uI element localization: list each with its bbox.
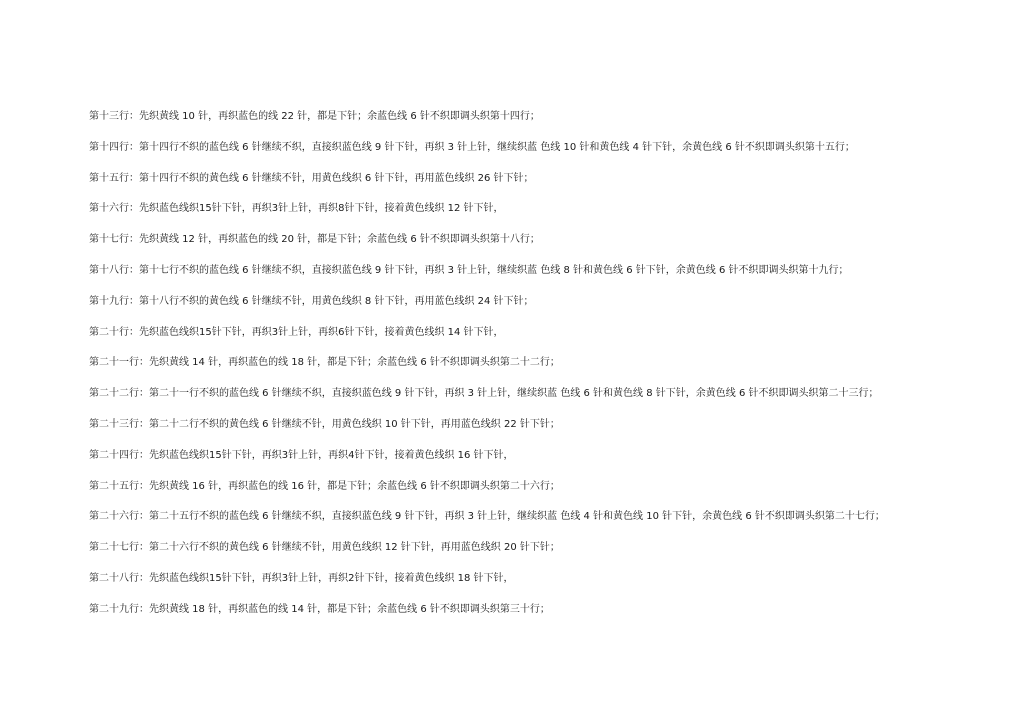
instruction-line: 第二十八行：先织蓝色线织15针下针，再织3针上针，再织2针下针，接着黄色线织 18 针下针， bbox=[89, 572, 514, 584]
instruction-line: 第十七行：先织黄线 12 针，再织蓝色的线 20 针，都是下针；余蓝色线 6 针不织即调头织第十八行； bbox=[89, 234, 540, 246]
instruction-line: 第二十四行：先织蓝色线织15针下针，再织3针上针，再织4针下针，接着黄色线织 16 针下针， bbox=[89, 449, 514, 461]
instruction-line: 第二十一行：先织黄线 14 针，再织蓝色的线 18 针，都是下针；余蓝色线 6 针不织即调头织第二十二行； bbox=[89, 357, 560, 369]
instruction-line: 第十五行：第十四行不织的黄色线 6 针继续不针，用黄色线织 6 针下针，再用蓝色线织 26 针下针； bbox=[89, 172, 534, 184]
instruction-line: 第十四行：第十四行不织的蓝色线 6 针继续不织，直接织蓝色线 9 针下针，再织 3 针上针，继续织蓝 色线 10 针和黄色线 4 针下针，余黄色线 6 针不织即调头织第十五行； bbox=[89, 141, 855, 153]
instruction-line: 第十三行：先织黄线 10 针，再织蓝色的线 22 针，都是下针；余蓝色线 6 针不织即调头织第十四行； bbox=[89, 111, 540, 122]
instruction-line: 第二十九行：先织黄线 18 针，再织蓝色的线 14 针，都是下针；余蓝色线 6 针不织即调头织第三十行； bbox=[89, 603, 550, 615]
instruction-line: 第二十三行：第二十二行不织的黄色线 6 针继续不针，用黄色线织 10 针下针，再用蓝色线织 22 针下针； bbox=[89, 418, 560, 430]
instruction-list bbox=[89, 110, 989, 634]
instruction-line: 第二十行：先织蓝色线织15针下针，再织3针上针，再织6针下针，接着黄色线织 14 针下针， bbox=[89, 326, 504, 338]
instruction-line: 第十六行：先织蓝色线织15针下针，再织3针上针，再织8针下针，接着黄色线织 12 针下针， bbox=[89, 203, 504, 215]
instruction-line: 第二十二行：第二十一行不织的蓝色线 6 针继续不织，直接织蓝色线 9 针下针，再织 3 针上针，继续织蓝 色线 6 针和黄色线 8 针下针，余黄色线 6 针不织即调头织第二十三行； bbox=[89, 388, 879, 400]
instruction-line: 第十九行：第十八行不织的黄色线 6 针继续不针，用黄色线织 8 针下针，再用蓝色线织 24 针下针； bbox=[89, 295, 534, 307]
instruction-line: 第二十七行：第二十六行不织的黄色线 6 针继续不针，用黄色线织 12 针下针，再用蓝色线织 20 针下针； bbox=[89, 542, 560, 554]
instruction-line: 第二十五行：先织黄线 16 针，再织蓝色的线 16 针，都是下针；余蓝色线 6 针不织即调头织第二十六行； bbox=[89, 480, 560, 492]
instruction-line: 第二十六行：第二十五行不织的蓝色线 6 针继续不织，直接织蓝色线 9 针下针，再织 3 针上针，继续织蓝 色线 4 针和黄色线 10 针下针，余黄色线 6 针不织即调头织第二十七行； bbox=[89, 511, 885, 523]
instruction-line: 第十八行：第十七行不织的蓝色线 6 针继续不织，直接织蓝色线 9 针下针，再织 3 针上针，继续织蓝 色线 8 针和黄色线 6 针下针，余黄色线 6 针不织即调头织第十九行； bbox=[89, 264, 849, 276]
